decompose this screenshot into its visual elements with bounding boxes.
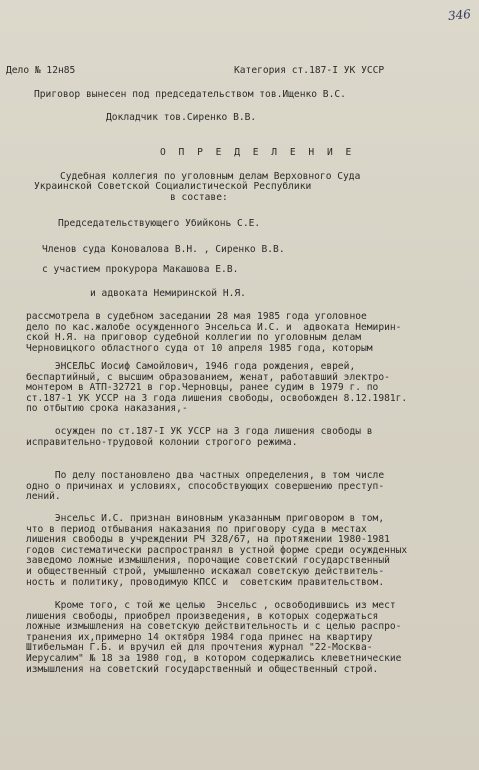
text-line: ст.187-1 УК УССР на 3 года лишения свободы, освобожден 8.12.1981г.: [26, 392, 408, 404]
text-line: одно о причинах и условиях, способствующих совершению преступ-: [26, 480, 385, 492]
advocate-line: и адвоката Немиринской Н.Я.: [90, 288, 246, 299]
presiding-judge-line: Приговор вынесен под председательством тов.Ищенко В.С.: [34, 89, 346, 100]
text-line: лишения свободы в учреждении РЧ 328/67, на протяжении 1980-1981: [26, 534, 390, 546]
text-line: заведомо ложные измышления, порочащие советский государственный: [26, 555, 390, 567]
text-line: транения их,примерно 14 октября 1984 года принес на квартиру: [26, 631, 373, 643]
text-line: Штибельман Г.Б. и вручил ей для прочтения журнал "22-Москва-: [26, 642, 373, 654]
text-line: Кроме того, с той же целью Энсельс , освободившись из мест: [26, 600, 396, 611]
text-line: и общественный строй, умышленно искажал советскую действитель-: [26, 565, 385, 577]
text-line: Черновицкого областного суда от 10 апреля 1985 года, которым: [26, 342, 373, 354]
text-line: ЭНСЕЛЬС Иосиф Самойлович, 1946 года рождения, еврей,: [26, 361, 356, 372]
text-line: ской Н.Я. на приговор судебной коллегии по уголовным делам: [26, 332, 362, 344]
paragraph-private-rulings: [26, 471, 468, 503]
text-line: Энсельс И.С. признан виновным указанным приговором в том,: [26, 513, 385, 524]
paragraph-defendant: [26, 362, 468, 415]
text-line: измышления на советский государственный и общественный строй.: [26, 663, 379, 675]
court-members: Членов суда Коновалова В.Н. , Сиренко В.В.: [42, 244, 285, 255]
text-line: беспартийный, с высшим образованием, женат, работавший электро-: [26, 371, 390, 383]
court-line-3: в составе:: [170, 192, 228, 203]
page-number-handwritten: 346: [447, 6, 472, 24]
text-line: годов систематически распространял в устной форме среди осужденных: [26, 544, 408, 556]
court-line-2: Украинской Советской Социалистической Республики: [34, 181, 312, 192]
text-line: исправительно-трудовой колонии строгого режима.: [26, 436, 298, 448]
paragraph-sentence: [26, 427, 468, 448]
text-line: монтером в АТП-32721 в гор.Черновцы, ранее судим в 1979 г. по: [26, 382, 379, 394]
paragraph-guilt: [26, 514, 468, 588]
case-category: Категория ст.187-I УК УССР: [234, 65, 385, 76]
court-line-1: Судебная коллегия по уголовным делам Верховного Суда: [60, 171, 361, 182]
text-line: ность и политику, проводимую КПСС и советским правительством.: [26, 576, 385, 588]
presiding-member: Председательствующего Убийконь С.Е.: [58, 218, 261, 229]
text-line: лишения свободы, приобрел произведения, в которых содержаться: [26, 610, 379, 622]
text-line: лений.: [26, 491, 61, 503]
text-line: осужден по ст.187-I УК УССР на 3 года лишения свободы в: [26, 426, 373, 437]
reporter-line: Докладчик тов.Сиренко В.В.: [106, 112, 257, 123]
text-line: дело по кас.жалобе осужденного Энсельса И.С. и адвоката Немирин-: [26, 321, 402, 333]
paragraph-review: [26, 312, 468, 354]
text-line: Иерусалим" № 18 за 1980 год, в котором содержались клеветнические: [26, 652, 402, 664]
paragraph-additional-charge: [26, 601, 468, 675]
text-line: рассмотрела в судебном заседании 28 мая 1985 года уголовное: [26, 311, 367, 322]
text-line: По делу постановлено два частных определения, в том числе: [26, 470, 385, 481]
case-number: Дело № 12н85: [6, 65, 76, 76]
prosecutor-line: с участием прокурора Макашова Е.В.: [42, 264, 239, 275]
text-line: по отбытию срока наказания,-: [26, 403, 188, 415]
text-line: ложные измышления на советскую действительность и с целью распро-: [26, 621, 402, 633]
document-title: О П Р Е Д Е Л Е Н И Е: [160, 147, 355, 158]
text-line: что в период отбывания наказания по приговору суда в местах: [26, 523, 367, 535]
